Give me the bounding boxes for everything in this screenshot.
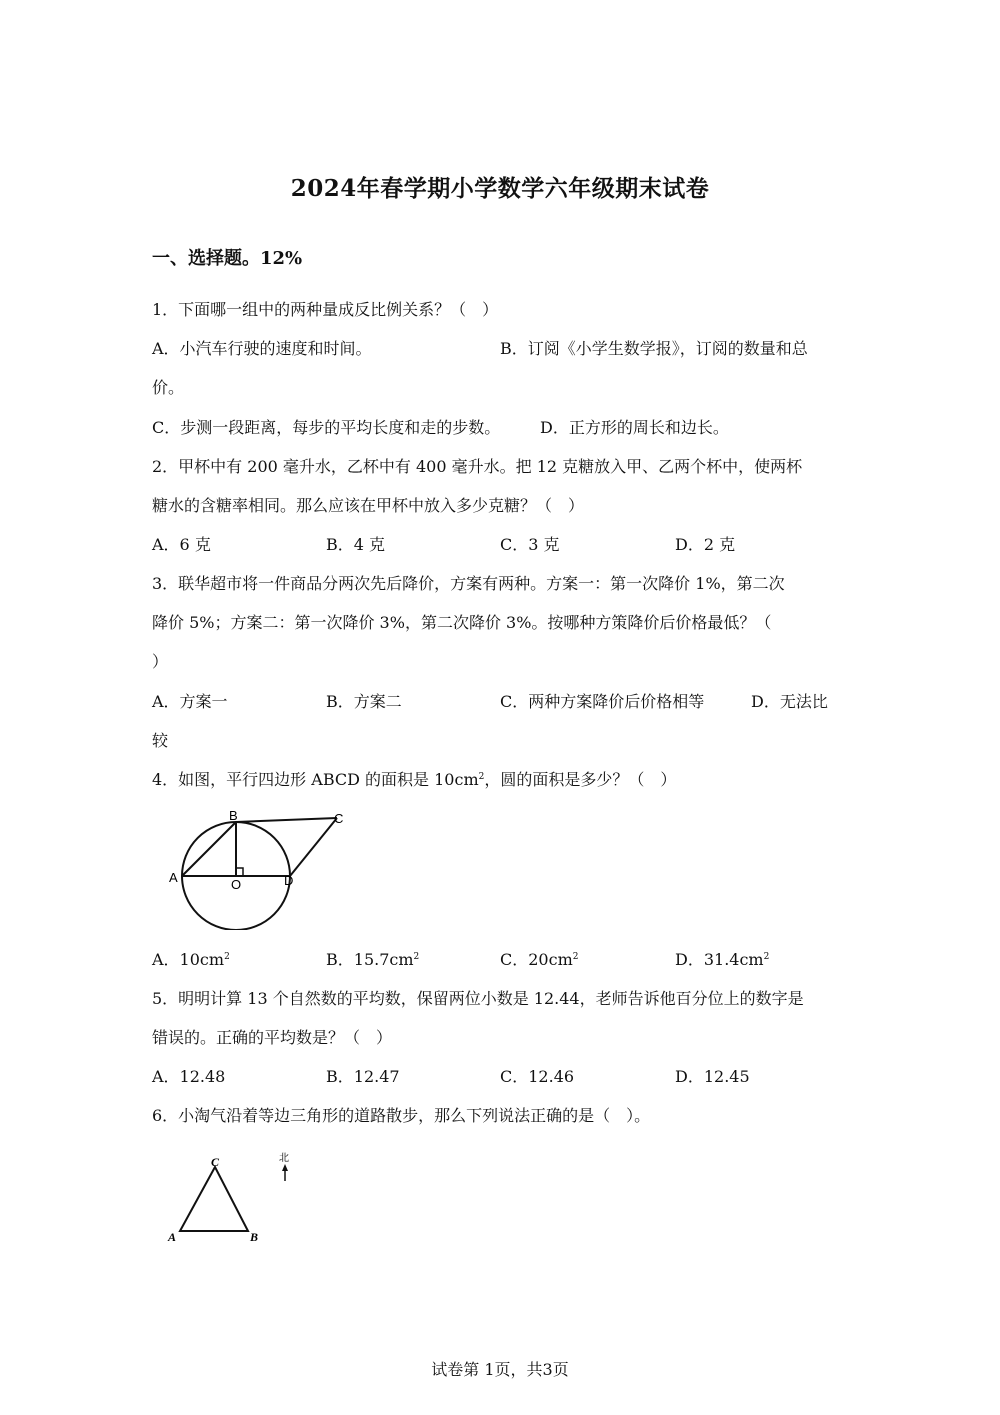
q3-stem-line1: 3．联华超市将一件商品分两次先后降价，方案有两种。方案一：第一次降价 1%，第二次	[152, 574, 785, 593]
figure-right-angle-mark	[236, 868, 243, 876]
q6-stem: 6．小淘气沿着等边三角形的道路散步，那么下列说法正确的是（ ）。	[152, 1106, 651, 1125]
q4-stem-post: ，圆的面积是多少？（ ）	[484, 770, 677, 789]
parallelogram-circle-figure	[165, 805, 360, 930]
q4-option-b-text: B．15.7cm	[326, 950, 414, 969]
north-arrowhead-icon	[282, 1164, 288, 1171]
q1-stem: 1．下面哪一组中的两种量成反比例关系？（ ）	[152, 300, 499, 319]
q1-option-b: B．订阅《小学生数学报》，订阅的数量和总	[500, 339, 808, 358]
q2-option-a: A．6 克	[152, 535, 211, 554]
q4-option-c-sup: 2	[572, 952, 579, 962]
q4-option-a-text: A．10cm	[152, 950, 225, 969]
figure-label-d: D	[284, 873, 294, 888]
q2-stem-line1: 2．甲杯中有 200 毫升水，乙杯中有 400 毫升水。把 12 克糖放入甲、乙两个杯中，使两杯	[152, 457, 803, 476]
q2-option-d: D．2 克	[675, 535, 736, 554]
q3-option-a: A．方案一	[152, 692, 228, 711]
q4-option-d-sup: 2	[763, 952, 770, 962]
q3-stem-line2: 降价 5%；方案二：第一次降价 3%，第二次降价 3%。按哪种方策降价后价格最低？（	[152, 613, 772, 632]
q4-option-a	[152, 950, 230, 970]
q1-option-b-cont: 价。	[152, 378, 185, 397]
q3-stem-line3: ）	[152, 652, 169, 671]
q4-option-d-text: D．31.4cm	[675, 950, 764, 969]
q2-option-c: C．3 克	[500, 535, 560, 554]
q4-option-c-text: C．20cm	[500, 950, 573, 969]
q4-stem-pre: 4．如图，平行四边形 ABCD 的面积是 10cm	[152, 770, 479, 789]
q3-option-d-cont: 较	[152, 731, 169, 750]
triangle-label-a: A	[168, 1230, 177, 1244]
page-footer: 试卷第 1页，共3页	[431, 1360, 569, 1379]
triangle-figure	[160, 1145, 310, 1250]
q4-option-c	[500, 950, 578, 970]
figure-equilateral-triangle	[180, 1167, 248, 1231]
q2-option-b: B．4 克	[326, 535, 386, 554]
figure-label-a: A	[169, 870, 178, 885]
figure-side-cd	[290, 818, 337, 876]
q1-option-d: D．正方形的周长和边长。	[540, 418, 729, 437]
q5-option-d: D．12.45	[675, 1067, 750, 1086]
q5-option-a: A．12.48	[152, 1067, 226, 1086]
q4-option-a-sup: 2	[224, 952, 230, 962]
q3-option-b: B．方案二	[326, 692, 402, 711]
q3-option-d: D．无法比	[751, 692, 828, 711]
q4-option-b-sup: 2	[413, 952, 420, 962]
figure-label-c: C	[334, 811, 344, 826]
q4-stem-sup: 2	[478, 772, 485, 782]
q5-stem-line1: 5．明明计算 13 个自然数的平均数，保留两位小数是 12.44，老师告诉他百分位上的数字是	[152, 989, 804, 1008]
q4-option-b	[326, 950, 419, 970]
q5-stem-line2: 错误的。正确的平均数是？（ ）	[152, 1028, 393, 1047]
triangle-label-b: B	[250, 1230, 259, 1244]
q3-option-c: C．两种方案降价后价格相等	[500, 692, 705, 711]
q4-option-d	[675, 950, 769, 970]
section-heading-choice: 一、选择题。12%	[152, 248, 303, 269]
q4-stem	[152, 770, 676, 790]
q5-option-b: B．12.47	[326, 1067, 400, 1086]
q5-option-c: C．12.46	[500, 1067, 575, 1086]
q2-stem-line2: 糖水的含糖率相同。那么应该在甲杯中放入多少克糖？（ ）	[152, 496, 585, 515]
q1-option-a: A．小汽车行驶的速度和时间。	[152, 339, 372, 358]
page-title: 2024年春学期小学数学六年级期末试卷	[290, 175, 710, 202]
north-label: 北	[279, 1153, 289, 1164]
figure-label-o: O	[231, 877, 242, 892]
triangle-label-c: C	[211, 1155, 220, 1169]
q1-option-c: C．步测一段距离，每步的平均长度和走的步数。	[152, 418, 501, 437]
figure-side-bc	[236, 818, 337, 822]
figure-label-b: B	[229, 808, 238, 823]
